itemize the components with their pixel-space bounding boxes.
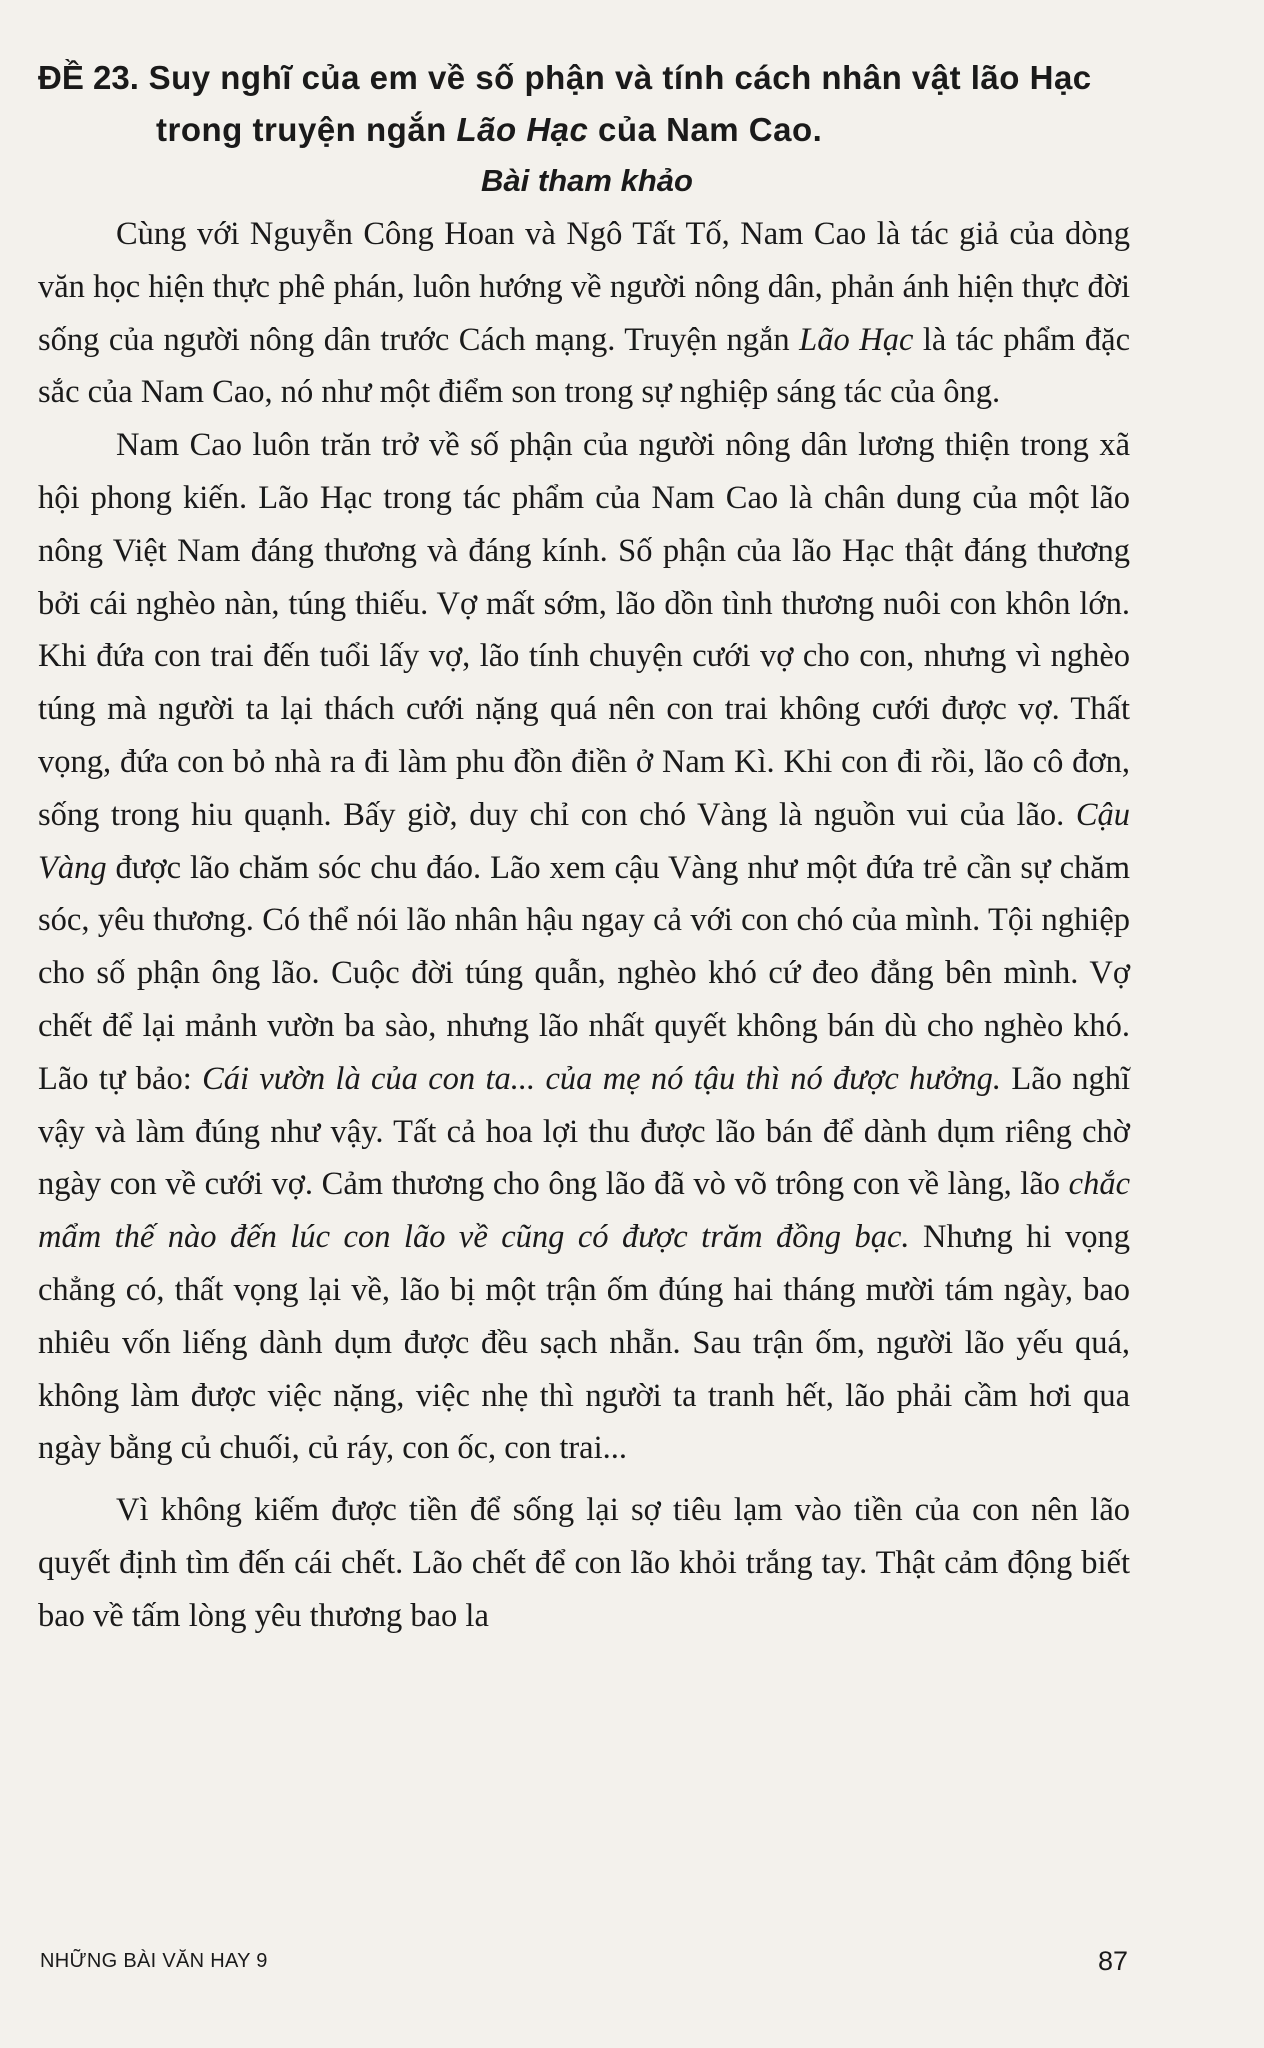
paragraph-2-text-3: Lão nghĩ vậy và làm đúng như vậy. Tất cả hoa lợi thu được lão bán để dành dụm riêng chờ ngày con về cưới vợ. Cảm thương cho ông lão đã vò võ trông con về làng, lão — [38, 1060, 1130, 1203]
paragraph-1 — [38, 208, 1130, 419]
paragraph-2-italic-3: chắc mẩm thế nào đến lúc con lão về cũng có được trăm đồng bạc. — [38, 1166, 1130, 1256]
reference-essay-subheading: Bài tham khảo — [481, 163, 693, 198]
paragraph-2-text-4: Nhưng hi vọng chẳng có, thất vọng lại về, lão bị một trận ốm đúng hai tháng mười tám ngày, bao nhiêu vốn liếng dành dụm được đều sạch nhẵn. Sau trận ốm, người lão yếu quá, không làm được việc nặng, việc nhẹ thì người ta tranh hết, lão phải cầm hơi qua ngày bằng củ chuối, củ ráy, con ốc, con trai... — [38, 1219, 1130, 1467]
heading-text-after: của Nam Cao. — [588, 111, 823, 148]
exercise-number: ĐỀ 23. — [38, 59, 139, 96]
heading-text-before: Suy nghĩ của em về số phận và tính cách nhân vật lão Hạc trong truyện ngắn — [148, 59, 1092, 148]
footer-page-number: 87 — [1098, 1946, 1129, 1976]
paragraph-1-text-1: Cùng với Nguyễn Công Hoan và Ngô Tất Tố, Nam Cao là tác giả của dòng văn học hiện thực phê phán, luôn hướng về người nông dân, phản ánh hiện thực đời sống của người nông dân trước Cách mạng. Truyện ngắn — [38, 216, 1130, 358]
paragraph-2-italic-1: Cậu Vàng — [38, 796, 1130, 886]
paragraph-2-italic-2: Cái vườn là của con ta... của mẹ nó tậu thì nó được hưởng. — [202, 1060, 1002, 1097]
exercise-heading — [38, 52, 1130, 156]
paragraph-1-italic-1: Lão Hạc — [799, 321, 914, 358]
paragraph-2 — [38, 419, 1130, 1475]
document-page — [38, 52, 1130, 1992]
paragraph-3-text-1: Vì không kiếm được tiền để sống lại sợ tiêu lạm vào tiền của con nên lão quyết định tìm đến cái chết. Lão chết để con lão khỏi trắng tay. Thật cảm động biết bao về tấm lòng yêu thương bao la — [38, 1492, 1130, 1634]
paragraph-2-text-1: Nam Cao luôn trăn trở về số phận của người nông dân lương thiện trong xã hội phong kiến. Lão Hạc trong tác phẩm của Nam Cao là chân dung của một lão nông Việt Nam đáng thương và đáng kính. Số phận của lão Hạc thật đáng thương bởi cái nghèo nàn, túng thiếu. Vợ mất sớm, lão dồn tình thương nuôi con khôn lớn. Khi đứa con trai đến tuổi lấy vợ, lão tính chuyện cưới vợ cho con, nhưng vì nghèo túng mà người ta lại thách cưới nặng quá nên con trai không cưới được vợ. Thất vọng, đứa con bỏ nhà ra đi làm phu đồn điền ở Nam Kì. Khi con đi rồi, lão cô đơn, sống trong hiu quạnh. Bấy giờ, duy chỉ con chó Vàng là nguồn vui của lão. — [38, 427, 1130, 833]
paragraph-2-text-2: được lão chăm sóc chu đáo. Lão xem cậu Vàng như một đứa trẻ cần sự chăm sóc, yêu thương. Có thể nói lão nhân hậu ngay cả với con chó của mình. Tội nghiệp cho số phận ông lão. Cuộc đời túng quẫn, nghèo khó cứ đeo đẳng bên mình. Vợ chết để lại mảnh vườn ba sào, nhưng lão nhất quyết không bán dù cho nghèo khó. Lão tự bảo: — [38, 849, 1130, 1097]
paragraph-3 — [38, 1484, 1130, 1642]
heading-story-title: Lão Hạc — [456, 111, 589, 148]
footer-book-title: NHỮNG BÀI VĂN HAY 9 — [40, 1950, 268, 1972]
paragraph-1-text-2: là tác phẩm đặc sắc của Nam Cao, nó như một điểm son trong sự nghiệp sáng tác của ông. — [38, 321, 1131, 411]
